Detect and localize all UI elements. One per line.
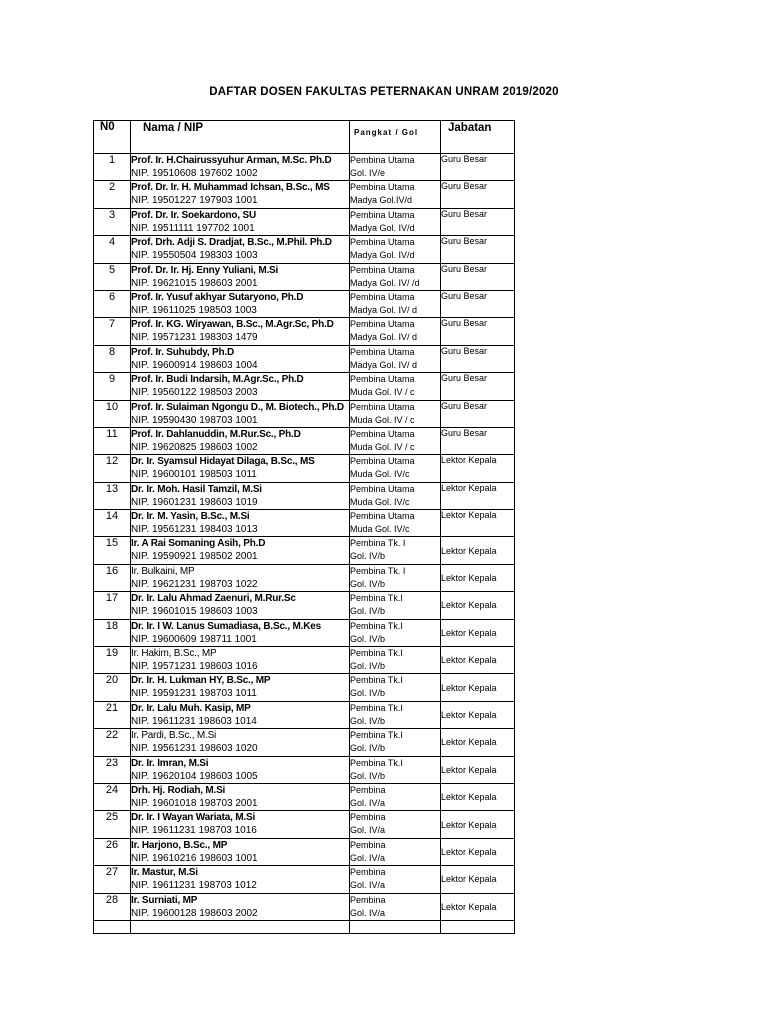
pangkat-golongan: Muda Gol. IV/c [350,524,410,535]
pangkat-golongan: Madya Gol. IV/d [350,222,415,233]
row-pangkat [350,400,441,427]
table-row [94,208,515,235]
lecturer-nip: NIP. 19620104 198603 1005 [131,770,258,782]
row-name-nip [131,154,350,181]
row-number: 14 [94,510,131,537]
row-number: 16 [94,564,131,591]
lecturer-name: Dr. Ir. Imran, M.Si [131,757,209,769]
document-title: DAFTAR DOSEN FAKULTAS PETERNAKAN UNRAM 2019/2020 [209,86,559,98]
lecturer-nip: NIP. 19591231 198703 1011 [131,688,257,700]
row-number: 7 [94,318,131,345]
row-pangkat [350,373,441,400]
table-row [94,811,515,838]
lecturer-nip: NIP. 19611231 198603 1014 [131,715,257,727]
lecturer-name: Dr. Ir. M. Yasin, B.Sc., M.Si [131,511,250,523]
row-name-nip [131,537,350,564]
lecturer-name: Prof. Ir. Budi Indarsih, M.Agr.Sc., Ph.D [131,374,304,386]
row-number: 10 [94,400,131,427]
lecturer-nip: NIP. 19571231 198303 1479 [131,332,258,344]
table-row [94,564,515,591]
pangkat-rank: Pembina [350,894,386,905]
row-number: 25 [94,811,131,838]
row-name-nip [131,893,350,920]
row-jabatan: Guru Besar [441,208,515,235]
pangkat-rank: Pembina Tk. I [350,565,406,576]
pangkat-rank: Pembina Utama [350,401,415,412]
row-pangkat [350,866,441,893]
lecturer-name: Ir. Hakim, B.Sc., MP [131,648,217,660]
row-jabatan: Guru Besar [441,263,515,290]
lecturer-nip: NIP. 19621015 198603 2001 [131,277,258,289]
row-name-nip [131,482,350,509]
lecturer-name: Ir. Mastur, M.Si [131,867,198,879]
pangkat-rank: Pembina Tk.I [350,648,403,659]
row-jabatan: Lektor Kepala [441,838,515,865]
lecturer-nip: NIP. 19611231 198703 1012 [131,880,257,892]
row-jabatan: Lektor Kepala [441,701,515,728]
table-row [94,838,515,865]
row-number: 27 [94,866,131,893]
pangkat-golongan: Gol. IV/b [350,606,386,617]
lecturer-name: Prof. Ir. Suhubdy, Ph.D [131,346,234,358]
row-name-nip [131,455,350,482]
table-row [94,619,515,646]
row-name-nip [131,236,350,263]
row-name-nip [131,838,350,865]
row-pangkat [350,701,441,728]
lecturer-name: Dr. Ir. I Wayan Wariata, M.Si [131,812,256,824]
pangkat-golongan: Gol. IV/a [350,907,386,918]
row-pangkat [350,290,441,317]
lecturer-nip: NIP. 19600914 198603 1004 [131,359,258,371]
pangkat-golongan: Gol. IV/b [350,743,386,754]
row-pangkat [350,263,441,290]
row-number: 15 [94,537,131,564]
table-row [94,236,515,263]
pangkat-golongan: Muda Gol. IV / c [350,441,415,452]
row-name-nip [131,373,350,400]
row-number: 17 [94,592,131,619]
empty-cell [131,920,350,933]
row-number: 18 [94,619,131,646]
row-name-nip [131,674,350,701]
pangkat-golongan: Gol. IV/a [350,797,386,808]
row-pangkat [350,838,441,865]
row-pangkat [350,482,441,509]
row-jabatan: Guru Besar [441,345,515,372]
lecturer-name: Ir. Harjono, B.Sc., MP [131,839,228,851]
row-number: 23 [94,756,131,783]
row-name-nip [131,510,350,537]
table-row [94,729,515,756]
row-name-nip [131,619,350,646]
lecturer-nip: NIP. 19610216 198603 1001 [131,852,258,864]
row-jabatan: Lektor Kepala [441,482,515,509]
table-row [94,482,515,509]
row-name-nip [131,756,350,783]
lecturer-name: Dr. Ir. Lalu Muh. Kasip, MP [131,702,251,714]
pangkat-rank: Pembina Utama [350,319,415,330]
row-name-nip [131,427,350,454]
pangkat-golongan: Gol. IV/a [350,880,386,891]
pangkat-rank: Pembina Utama [350,155,415,165]
lecturer-nip: NIP. 19590430 198703 1001 [131,414,258,426]
pangkat-golongan: Gol. IV/b [350,715,386,726]
pangkat-golongan: Madya Gol.IV/d [350,195,413,206]
table-row [94,866,515,893]
row-pangkat [350,592,441,619]
row-name-nip [131,400,350,427]
pangkat-golongan: Gol. IV/b [350,688,386,699]
lecturer-nip: NIP. 19590921 198502 2001 [131,551,258,563]
lecturer-name: Prof. Drh. Adji S. Dradjat, B.Sc., M.Phil. Ph.D [131,237,332,249]
pangkat-golongan: Muda Gol. IV/c [350,469,410,480]
row-name-nip [131,208,350,235]
table-row [94,893,515,920]
lecturer-nip: NIP. 19561231 198403 1013 [131,524,258,536]
row-number: 28 [94,893,131,920]
row-name-nip [131,592,350,619]
row-jabatan: Guru Besar [441,236,515,263]
row-jabatan: Guru Besar [441,318,515,345]
row-jabatan: Guru Besar [441,154,515,181]
row-name-nip [131,783,350,810]
header-nama-nip: Nama / NIP [131,121,350,154]
pangkat-golongan: Gol. IV/b [350,661,386,672]
pangkat-rank: Pembina Utama [350,209,415,220]
table-row [94,537,515,564]
row-number: 5 [94,263,131,290]
row-pangkat [350,318,441,345]
lecturer-name: Prof. Dr. Ir. Soekardono, SU [131,209,256,221]
row-pangkat [350,756,441,783]
pangkat-rank: Pembina Utama [350,511,415,522]
pangkat-rank: Pembina Tk.I [350,593,403,604]
table-row [94,647,515,674]
pangkat-golongan: Gol. IV/e [350,168,386,178]
lecturer-nip: NIP. 19560122 198503 2003 [131,387,258,399]
lecturer-nip: NIP. 19600609 198711 1001 [131,633,257,645]
lecturer-nip: NIP. 19611231 198703 1016 [131,825,257,837]
row-jabatan: Lektor Kepala [441,537,515,564]
table-body [94,154,515,934]
pangkat-golongan: Madya Gol. IV/ /d [350,277,420,288]
row-number: 2 [94,181,131,208]
lecturer-name: Drh. Hj. Rodiah, M.Si [131,784,226,796]
row-name-nip [131,811,350,838]
row-number: 21 [94,701,131,728]
row-pangkat [350,647,441,674]
pangkat-rank: Pembina [350,839,386,850]
lecturer-nip: NIP. 19510608 197602 1002 [131,168,258,179]
pangkat-golongan: Gol. IV/b [350,551,386,562]
row-pangkat [350,729,441,756]
row-number: 3 [94,208,131,235]
pangkat-rank: Pembina Tk.I [350,730,403,741]
table-row [94,345,515,372]
pangkat-golongan: Muda Gol. IV / c [350,414,415,425]
row-pangkat [350,455,441,482]
row-pangkat [350,427,441,454]
lecturer-nip: NIP. 19501227 197903 1001 [131,195,258,207]
row-number: 20 [94,674,131,701]
pangkat-rank: Pembina [350,812,386,823]
row-number: 13 [94,482,131,509]
pangkat-rank: Pembina [350,784,386,795]
row-jabatan: Lektor Kepala [441,674,515,701]
table-row [94,318,515,345]
lecturer-nip: NIP. 19611025 198503 1003 [131,304,257,316]
row-jabatan: Guru Besar [441,373,515,400]
empty-cell [94,920,131,933]
row-number: 11 [94,427,131,454]
table-row [94,263,515,290]
lecturer-nip: NIP. 19550504 198303 1003 [131,250,258,262]
pangkat-rank: Pembina Tk.I [350,757,403,768]
table-row [94,756,515,783]
row-name-nip [131,345,350,372]
table-row [94,400,515,427]
row-pangkat [350,783,441,810]
row-number: 4 [94,236,131,263]
lecturer-name: Dr. Ir. Lalu Ahmad Zaenuri, M.Rur.Sc [131,593,296,605]
row-jabatan: Guru Besar [441,181,515,208]
pangkat-golongan: Muda Gol. IV/c [350,496,410,507]
row-name-nip [131,181,350,208]
pangkat-rank: Pembina Tk. I [350,538,406,549]
row-jabatan: Lektor Kepala [441,811,515,838]
row-pangkat [350,893,441,920]
empty-row [94,920,515,933]
row-number: 26 [94,838,131,865]
pangkat-rank: Pembina Tk.I [350,620,403,631]
row-jabatan: Guru Besar [441,290,515,317]
row-jabatan: Guru Besar [441,400,515,427]
table-row [94,592,515,619]
lecturer-name: Prof. Ir. Yusuf akhyar Sutaryono, Ph.D [131,291,304,303]
row-name-nip [131,729,350,756]
pangkat-golongan: Gol. IV/a [350,825,386,836]
row-pangkat [350,181,441,208]
lecturer-nip: NIP. 19511111 197702 1001 [131,222,255,234]
pangkat-rank: Pembina Tk.I [350,675,403,686]
row-pangkat [350,345,441,372]
header-jabatan: Jabatan [441,121,515,154]
row-jabatan: Guru Besar [441,427,515,454]
lecturer-name: Prof. Ir. H.Chairussyuhur Arman, M.Sc. Ph.D [131,155,332,166]
row-name-nip [131,263,350,290]
lecturer-name: Dr. Ir. H. Lukman HY, B.Sc., MP [131,675,271,687]
pangkat-golongan: Madya Gol. IV/ d [350,332,418,343]
pangkat-rank: Pembina Utama [350,237,415,248]
table-row [94,674,515,701]
lecturer-name: Prof. Ir. KG. Wiryawan, B.Sc., M.Agr.Sc, Ph.D [131,319,334,331]
pangkat-golongan: Madya Gol. IV/ d [350,304,418,315]
row-pangkat [350,674,441,701]
table-row [94,701,515,728]
row-jabatan: Lektor Kepala [441,619,515,646]
pangkat-rank: Pembina Utama [350,456,415,467]
lecturer-name: Prof. Dr. Ir. H. Muhammad Ichsan, B.Sc., MS [131,182,330,194]
pangkat-golongan: Madya Gol. IV/d [350,250,415,261]
pangkat-rank: Pembina Utama [350,291,415,302]
row-pangkat [350,564,441,591]
row-number: 1 [94,154,131,181]
pangkat-rank: Pembina [350,867,386,878]
lecturer-table [93,120,515,934]
row-jabatan: Lektor Kepala [441,592,515,619]
row-pangkat [350,154,441,181]
table-row [94,427,515,454]
row-name-nip [131,318,350,345]
lecturer-nip: NIP. 19601015 198603 1003 [131,606,258,618]
lecturer-nip: NIP. 19601018 198703 2001 [131,797,258,809]
table-row [94,455,515,482]
header-pangkat-gol: Pangkat / Gol [350,121,441,154]
row-name-nip [131,290,350,317]
row-number: 9 [94,373,131,400]
pangkat-golongan: Muda Gol. IV / c [350,387,415,398]
lecturer-nip: NIP. 19601231 198603 1019 [131,496,258,508]
row-name-nip [131,647,350,674]
row-name-nip [131,701,350,728]
header-no: N0 [94,121,131,154]
lecturer-nip: NIP. 19561231 198603 1020 [131,743,258,755]
row-number: 12 [94,455,131,482]
row-name-nip [131,866,350,893]
pangkat-rank: Pembina Tk.I [350,702,403,713]
row-name-nip [131,564,350,591]
row-jabatan: Lektor Kepala [441,893,515,920]
lecturer-nip: NIP. 19620825 198603 1002 [131,441,258,453]
lecturer-nip: NIP. 19600101 198503 1011 [131,469,257,481]
lecturer-nip: NIP. 19621231 198703 1022 [131,578,258,590]
lecturer-name: Dr. Ir. Moh. Hasil Tamzil, M.Si [131,483,262,495]
pangkat-rank: Pembina Utama [350,346,415,357]
row-pangkat [350,236,441,263]
row-number: 24 [94,783,131,810]
row-jabatan: Lektor Kepala [441,564,515,591]
lecturer-name: Ir. Surniati, MP [131,894,198,906]
row-jabatan: Lektor Kepala [441,729,515,756]
row-jabatan: Lektor Kepala [441,866,515,893]
lecturer-nip: NIP. 19600128 198603 2002 [131,907,258,919]
lecturer-name: Dr. Ir. I W. Lanus Sumadiasa, B.Sc., M.Kes [131,620,321,632]
lecturer-nip: NIP. 19571231 198603 1016 [131,661,258,673]
pangkat-golongan: Gol. IV/b [350,578,386,589]
table-row [94,783,515,810]
row-pangkat [350,619,441,646]
empty-cell [441,920,515,933]
row-number: 22 [94,729,131,756]
row-pangkat [350,811,441,838]
empty-cell [350,920,441,933]
pangkat-golongan: Gol. IV/b [350,770,386,781]
lecturer-name: Prof. Ir. Sulaiman Ngongu D., M. Biotech., Ph.D [131,401,344,413]
table-row [94,290,515,317]
pangkat-golongan: Gol. IV/a [350,852,386,863]
row-number: 19 [94,647,131,674]
row-number: 8 [94,345,131,372]
table-row [94,373,515,400]
lecturer-name: Ir. Bulkaini, MP [131,565,195,577]
pangkat-rank: Pembina Utama [350,483,415,494]
row-pangkat [350,537,441,564]
pangkat-rank: Pembina Utama [350,374,415,385]
table-row [94,154,515,181]
table-row [94,181,515,208]
row-jabatan: Lektor Kepala [441,510,515,537]
pangkat-rank: Pembina Utama [350,428,415,439]
pangkat-rank: Pembina Utama [350,182,415,193]
pangkat-golongan: Madya Gol. IV/ d [350,359,418,370]
lecturer-name: Ir. A Rai Somaning Asih, Ph.D [131,538,266,550]
row-jabatan: Lektor Kepala [441,756,515,783]
row-pangkat [350,510,441,537]
row-jabatan: Lektor Kepala [441,783,515,810]
lecturer-name: Dr. Ir. Syamsul Hidayat Dilaga, B.Sc., MS [131,456,315,468]
row-jabatan: Lektor Kepala [441,647,515,674]
row-pangkat [350,208,441,235]
lecturer-name: Prof. Dr. Ir. Hj. Enny Yuliani, M.Si [131,264,279,276]
row-number: 6 [94,290,131,317]
row-jabatan: Lektor Kepala [441,455,515,482]
lecturer-name: Prof. Ir. Dahlanuddin, M.Rur.Sc., Ph.D [131,428,301,440]
table-header-row [94,121,515,154]
table-row [94,510,515,537]
pangkat-golongan: Gol. IV/b [350,633,386,644]
pangkat-rank: Pembina Utama [350,264,415,275]
lecturer-name: Ir. Pardi, B.Sc., M.Si [131,730,217,742]
